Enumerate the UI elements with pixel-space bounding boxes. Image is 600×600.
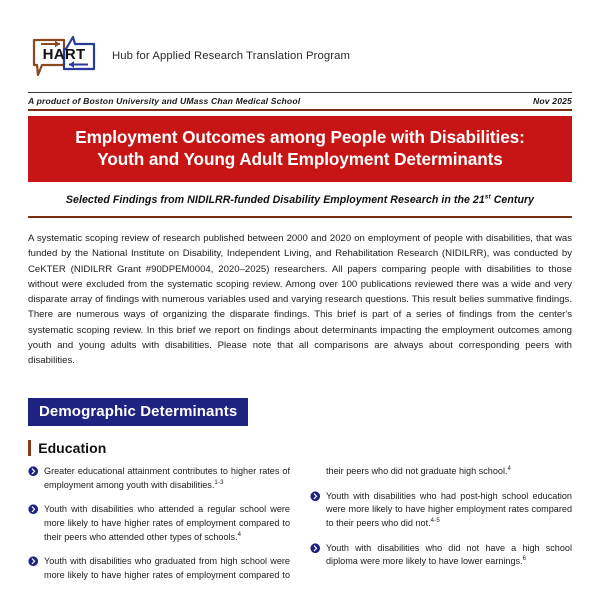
subtitle-after: Century: [490, 194, 535, 207]
publication-date: Nov 2025: [533, 96, 572, 106]
list-item: [310, 542, 572, 569]
list-item: [28, 465, 290, 492]
list-item-reference: 6: [522, 556, 527, 563]
list-item-reference: 4: [507, 465, 512, 472]
hart-logo-mark: [28, 33, 100, 79]
list-item-text: Greater educational attainment contributes to higher rates of employment among youth with disabilities.: [44, 465, 290, 490]
chevron-right-circle-icon: [28, 466, 39, 477]
product-line: [28, 93, 572, 109]
title-line-1: Employment Outcomes among People with Disabilities:: [75, 127, 525, 147]
findings-list: [28, 465, 572, 583]
hart-logo: [28, 33, 100, 79]
subsection-label: Education: [38, 439, 107, 456]
masthead: [28, 0, 572, 82]
product-line-divider: [28, 109, 572, 111]
intro-paragraph: A systematic scoping review of research published between 2000 and 2020 on employment of people with disabilities, that was funded by the National Institute on Disability, Independent Living, and Rehabilitation Research (NIDILRR), was conducted by CeKTER (NIDILRR Grant #90DPEM0004, 2020–2025) researchers. All papers comparing people with disabilities to those without were excluded from the systematic scoping review. Among over 100 publications reviewed there was a wide and very disparate array of findings with numerous variables used and varying research questions. This result belies summative findings. There are numerous ways of organizing the disparate findings. This brief is part of a series of findings from the center's systematic scoping review. In this brief we report on findings about determinants impacting the employment outcomes among youth and young adults with disabilities. Please note that all comparisons are always about corresponding peers with disabilities.: [28, 233, 572, 367]
list-item-reference: 4-5: [430, 517, 440, 524]
list-item-reference: 4: [237, 531, 242, 538]
title-line-2: Youth and Young Adult Employment Determinants: [97, 149, 503, 170]
subtitle-text: [66, 194, 534, 206]
list-item: [310, 490, 572, 531]
chevron-right-circle-icon: [28, 504, 39, 515]
masthead-tagline: Hub for Applied Research Translation Program: [112, 50, 350, 62]
chevron-right-circle-icon: [28, 556, 39, 567]
list-item-text: Youth with disabilities who had post-high school education were more likely to have higher employment rates compared to their peers who did not.: [326, 490, 572, 528]
subsection-header-education: [28, 440, 572, 456]
section-header-demographic-determinants: Demographic Determinants: [28, 398, 248, 426]
chevron-right-circle-icon: [310, 491, 321, 502]
list-item-reference: 1-3: [214, 479, 224, 486]
subtitle-superscript: st: [484, 193, 491, 201]
list-item: [28, 503, 290, 544]
list-item-text: Youth with disabilities who graduated from high school were more likely to have higher rates of employment compared to their peers who did not graduate high school.: [44, 466, 508, 580]
chevron-right-circle-icon: [310, 543, 321, 554]
subtitle-before: Selected Findings from NIDILRR-funded Disability Employment Research in the 21: [65, 194, 485, 207]
product-attribution: A product of Boston University and UMass Chan Medical School: [28, 96, 301, 106]
subsection-accent-bar: [28, 440, 31, 456]
list-item-text: Youth with disabilities who attended a regular school were more likely to have higher rates of employment compared to their peers who attended other types of schools.: [44, 504, 290, 542]
svg-text:HART: HART: [42, 46, 86, 63]
title-banner: [28, 116, 572, 182]
list-item-text: Youth with disabilities who did not have a high school diploma were more likely to have lower earnings.: [326, 542, 572, 567]
subtitle-band: [28, 182, 572, 218]
